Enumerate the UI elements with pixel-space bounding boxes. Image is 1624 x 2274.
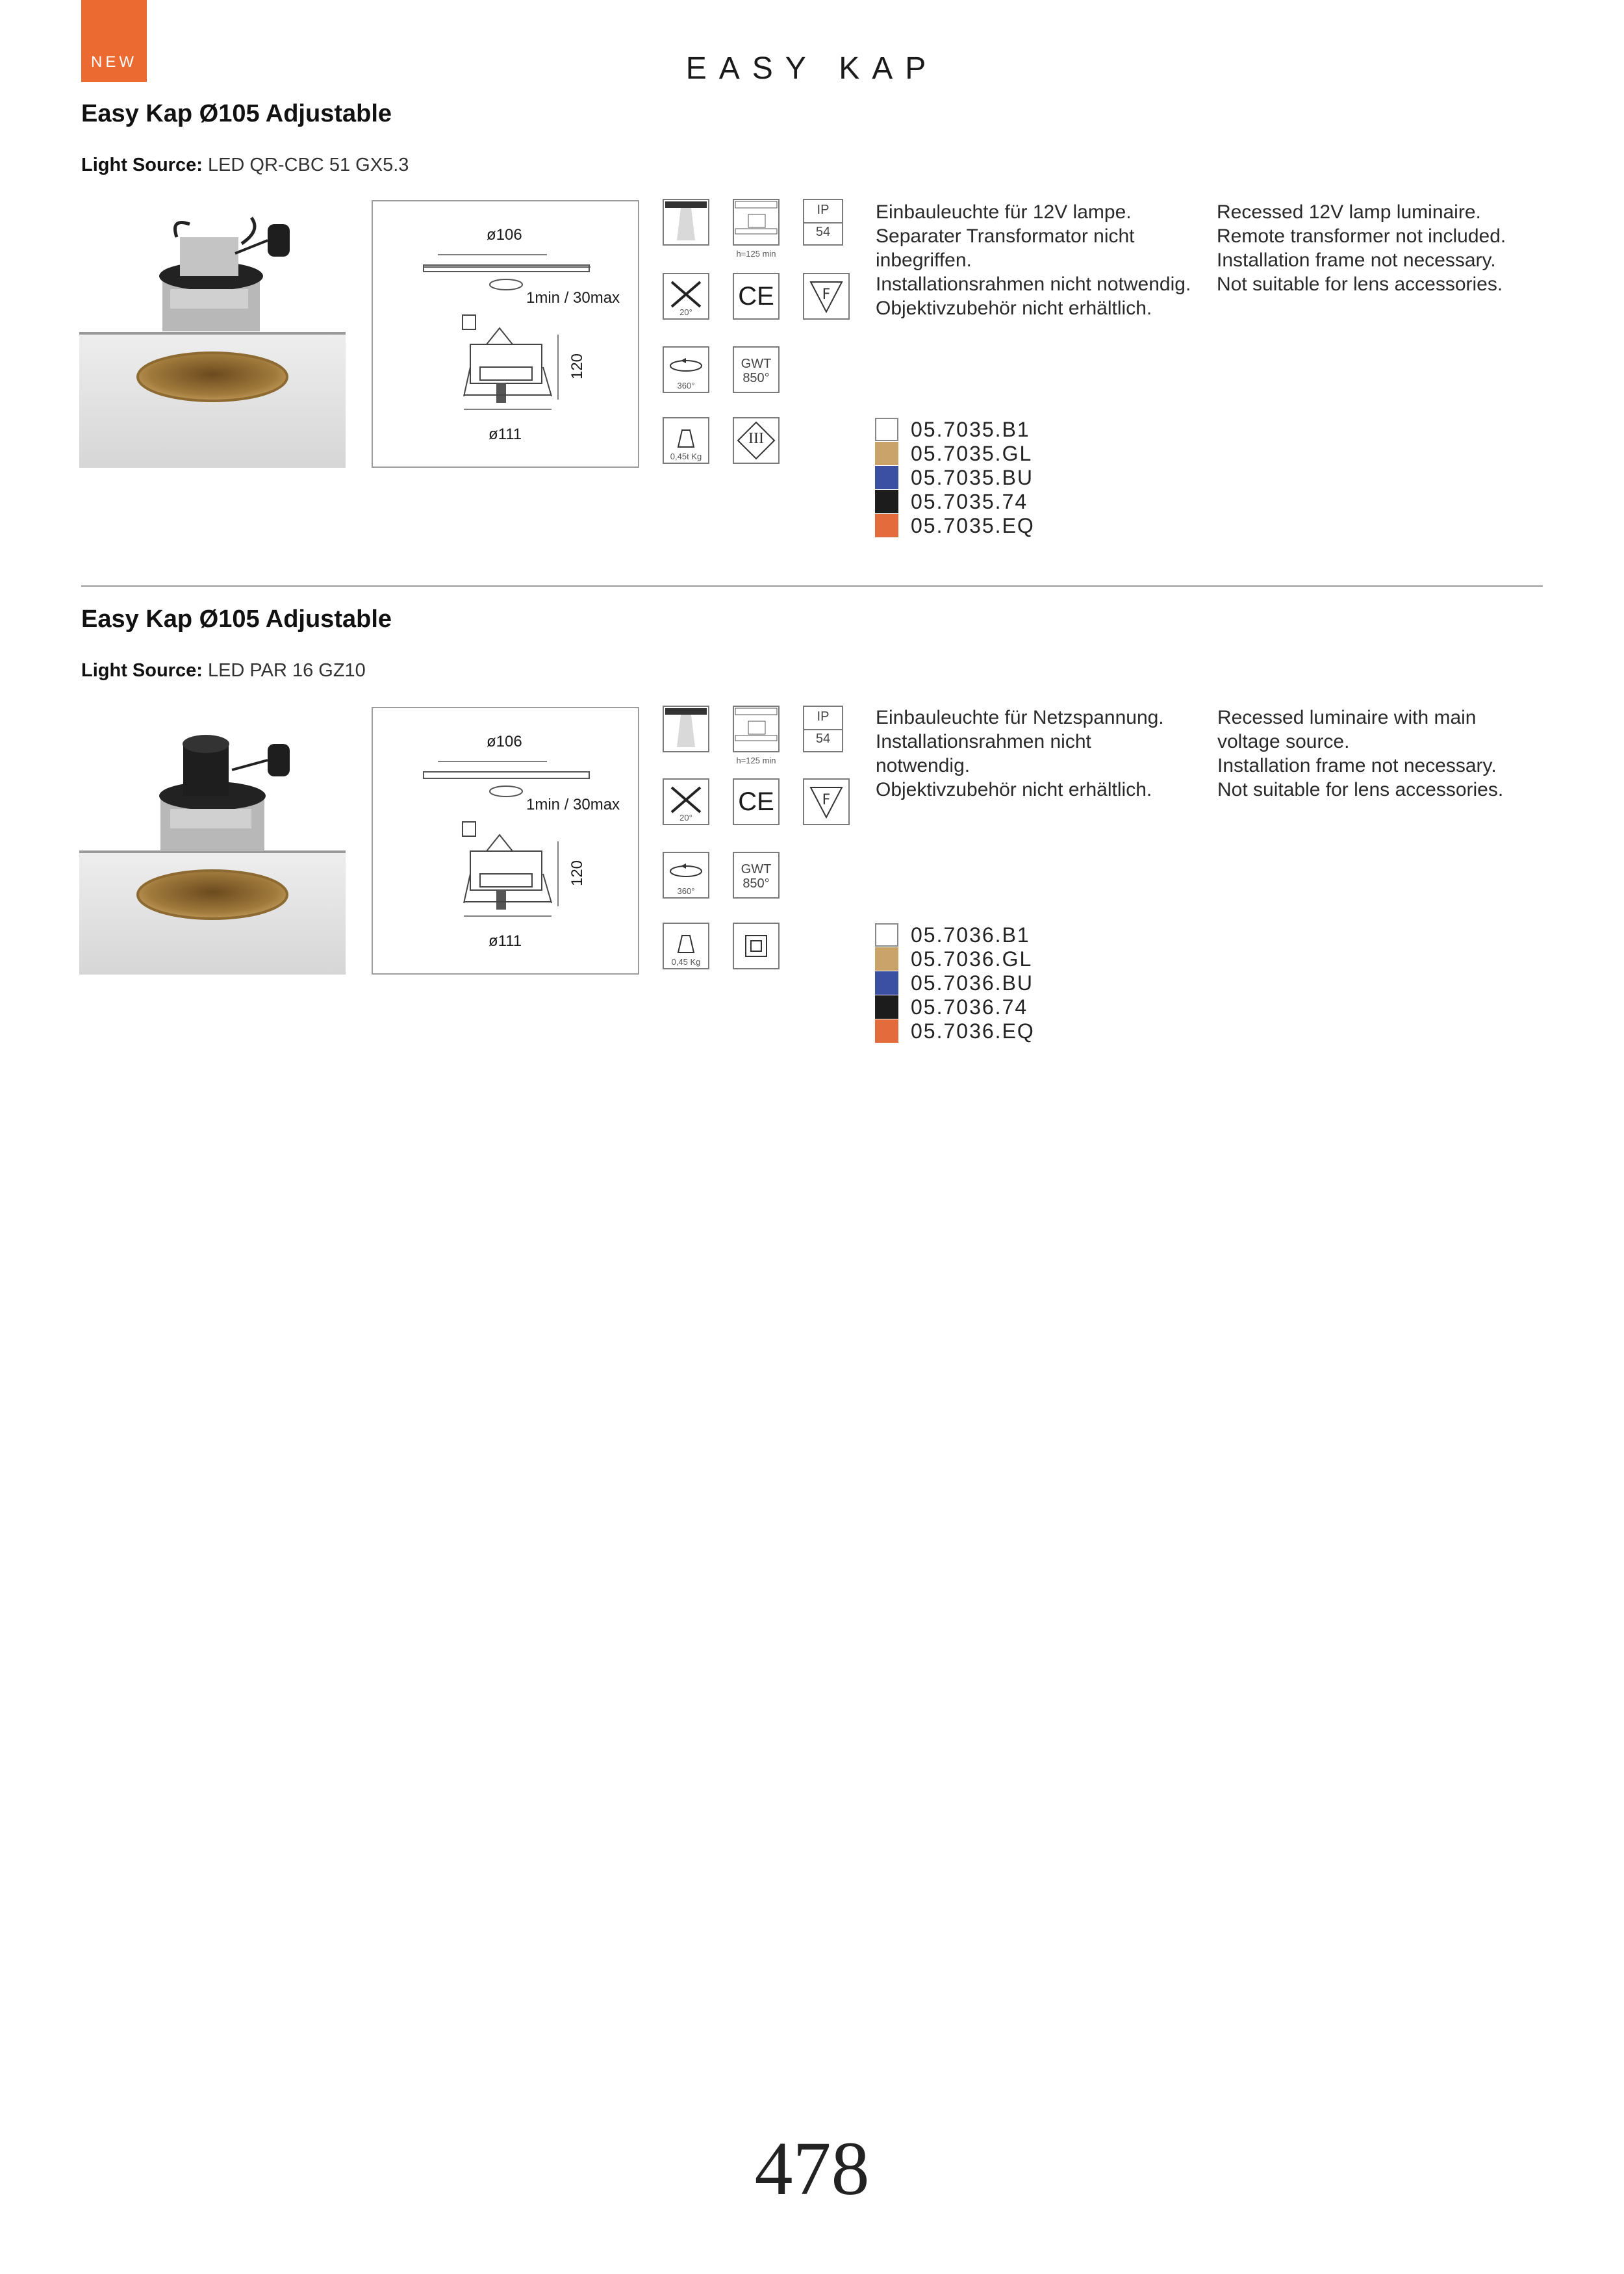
product-title: Easy Kap Ø105 Adjustable: [81, 100, 392, 127]
f-mark-icon: [803, 273, 850, 320]
gwt-value: 850°: [742, 371, 770, 385]
ip-value: 54: [815, 225, 831, 239]
english-line: Recessed luminaire with main: [1217, 707, 1477, 728]
finish-code: 05.7036.B1: [911, 923, 1030, 947]
light-source: [81, 155, 409, 176]
class-ii-icon: [733, 923, 780, 969]
english-line: Not suitable for lens accessories.: [1217, 779, 1504, 800]
dim-cut-range: 1min / 30max: [526, 289, 620, 307]
beam-angle-icon: [663, 778, 709, 825]
black-swatch: [875, 995, 898, 1019]
gwt-label: GWT: [741, 862, 772, 876]
svg-text:F: F: [822, 792, 831, 808]
german-line: Einbauleuchte für Netzspannung.: [876, 707, 1164, 728]
white-swatch: [875, 418, 898, 441]
beam-angle-icon: [663, 273, 709, 320]
orange-swatch: [875, 514, 898, 537]
f-mark-icon: [803, 778, 850, 825]
german-line: inbegriffen.: [876, 249, 972, 271]
finish-code: 05.7035.74: [911, 490, 1028, 513]
description-english: [1217, 706, 1503, 802]
german-line: Installationsrahmen nicht notwendig.: [876, 274, 1191, 295]
rotation-icon: [663, 852, 709, 899]
light-source: [81, 660, 366, 682]
section-divider: [81, 585, 1543, 587]
finish-code: 05.7036.EQ: [911, 1019, 1035, 1043]
finish-code: 05.7035.BU: [911, 466, 1034, 489]
english-line: Recessed 12V lamp luminaire.: [1217, 201, 1481, 223]
dim-bottom-diameter: ø111: [488, 932, 522, 950]
finish-code: 05.7036.74: [911, 995, 1028, 1019]
dim-height: 120: [568, 353, 587, 380]
dim-top-diameter: ø106: [487, 733, 522, 750]
german-line: Einbauleuchte für 12V lampe.: [876, 201, 1132, 223]
orange-swatch: [875, 1019, 898, 1043]
finish-code: 05.7035.B1: [911, 418, 1030, 441]
finish-code: 05.7036.BU: [911, 971, 1034, 995]
light-source-label: Light Source:: [81, 660, 203, 681]
black-swatch: [875, 490, 898, 513]
ip-rating-icon: [803, 199, 843, 246]
gwt-icon: [733, 852, 780, 899]
rotation-value: 360°: [677, 886, 695, 896]
technical-drawing: [372, 707, 639, 975]
weight-value: 0,45t Kg: [670, 452, 702, 461]
light-source-value: LED QR-CBC 51 GX5.3: [207, 155, 409, 175]
light-source-value: LED PAR 16 GZ10: [207, 660, 366, 681]
class-iii-label: III: [748, 430, 764, 447]
dim-height: 120: [568, 860, 587, 887]
dim-cut-range: 1min / 30max: [526, 796, 620, 813]
english-line: Installation frame not necessary.: [1217, 755, 1497, 776]
english-line: Remote transformer not included.: [1217, 225, 1506, 247]
rotation-value: 360°: [677, 381, 695, 390]
recessed-beam-icon: [663, 199, 709, 246]
product-photo: [79, 698, 346, 975]
install-depth-note: h=125 min: [736, 249, 776, 259]
finish-codes: [875, 418, 1135, 541]
description-english: [1217, 200, 1506, 296]
technical-drawing: [372, 200, 639, 468]
german-line: notwendig.: [876, 755, 971, 776]
install-depth-icon: [733, 706, 780, 765]
weight-value: 0,45 Kg: [671, 957, 701, 967]
dim-bottom-diameter: ø111: [488, 426, 522, 443]
recessed-beam-icon: [663, 706, 709, 752]
german-line: Installationsrahmen nicht: [876, 731, 1091, 752]
finish-codes: [875, 923, 1135, 1047]
description-german: [876, 200, 1191, 320]
gwt-value: 850°: [742, 876, 770, 891]
ip-label: IP: [817, 709, 830, 724]
svg-text:F: F: [822, 287, 831, 303]
finish-code: 05.7035.GL: [911, 442, 1033, 465]
brand-title: EASY KAP: [685, 51, 939, 86]
finish-code: 05.7035.EQ: [911, 514, 1035, 537]
blue-swatch: [875, 971, 898, 995]
ip-label: IP: [817, 203, 830, 217]
new-badge-label: NEW: [91, 53, 137, 71]
weight-icon: [663, 923, 709, 969]
german-line: Objektivzubehör nicht erhältlich.: [876, 779, 1152, 800]
english-line: Not suitable for lens accessories.: [1217, 274, 1503, 295]
ce-mark-icon: CE: [733, 273, 780, 320]
blue-swatch: [875, 466, 898, 489]
weight-icon: [663, 417, 709, 464]
install-depth-note: h=125 min: [736, 756, 776, 765]
rotation-icon: [663, 346, 709, 393]
gwt-icon: [733, 346, 780, 393]
description-german: [876, 706, 1164, 802]
white-swatch: [875, 923, 898, 947]
product-title: Easy Kap Ø105 Adjustable: [81, 606, 392, 633]
english-line: Installation frame not necessary.: [1217, 249, 1496, 271]
ce-mark-icon: CE: [733, 778, 780, 825]
english-line: voltage source.: [1217, 731, 1350, 752]
ip-value: 54: [815, 732, 831, 746]
light-source-label: Light Source:: [81, 155, 203, 175]
page-number: 478: [754, 2126, 870, 2211]
beam-angle-value: 20°: [679, 813, 692, 823]
german-line: Objektivzubehör nicht erhältlich.: [876, 298, 1152, 319]
ip-rating-icon: [803, 706, 843, 752]
dim-top-diameter: ø106: [487, 226, 522, 244]
class-iii-icon: [733, 417, 780, 464]
beam-angle-value: 20°: [679, 307, 692, 317]
german-line: Separater Transformator nicht: [876, 225, 1135, 247]
gold-swatch: [875, 442, 898, 465]
product-photo: [79, 192, 346, 468]
install-depth-icon: [733, 199, 780, 259]
finish-code: 05.7036.GL: [911, 947, 1033, 971]
gold-swatch: [875, 947, 898, 971]
gwt-label: GWT: [741, 357, 772, 371]
